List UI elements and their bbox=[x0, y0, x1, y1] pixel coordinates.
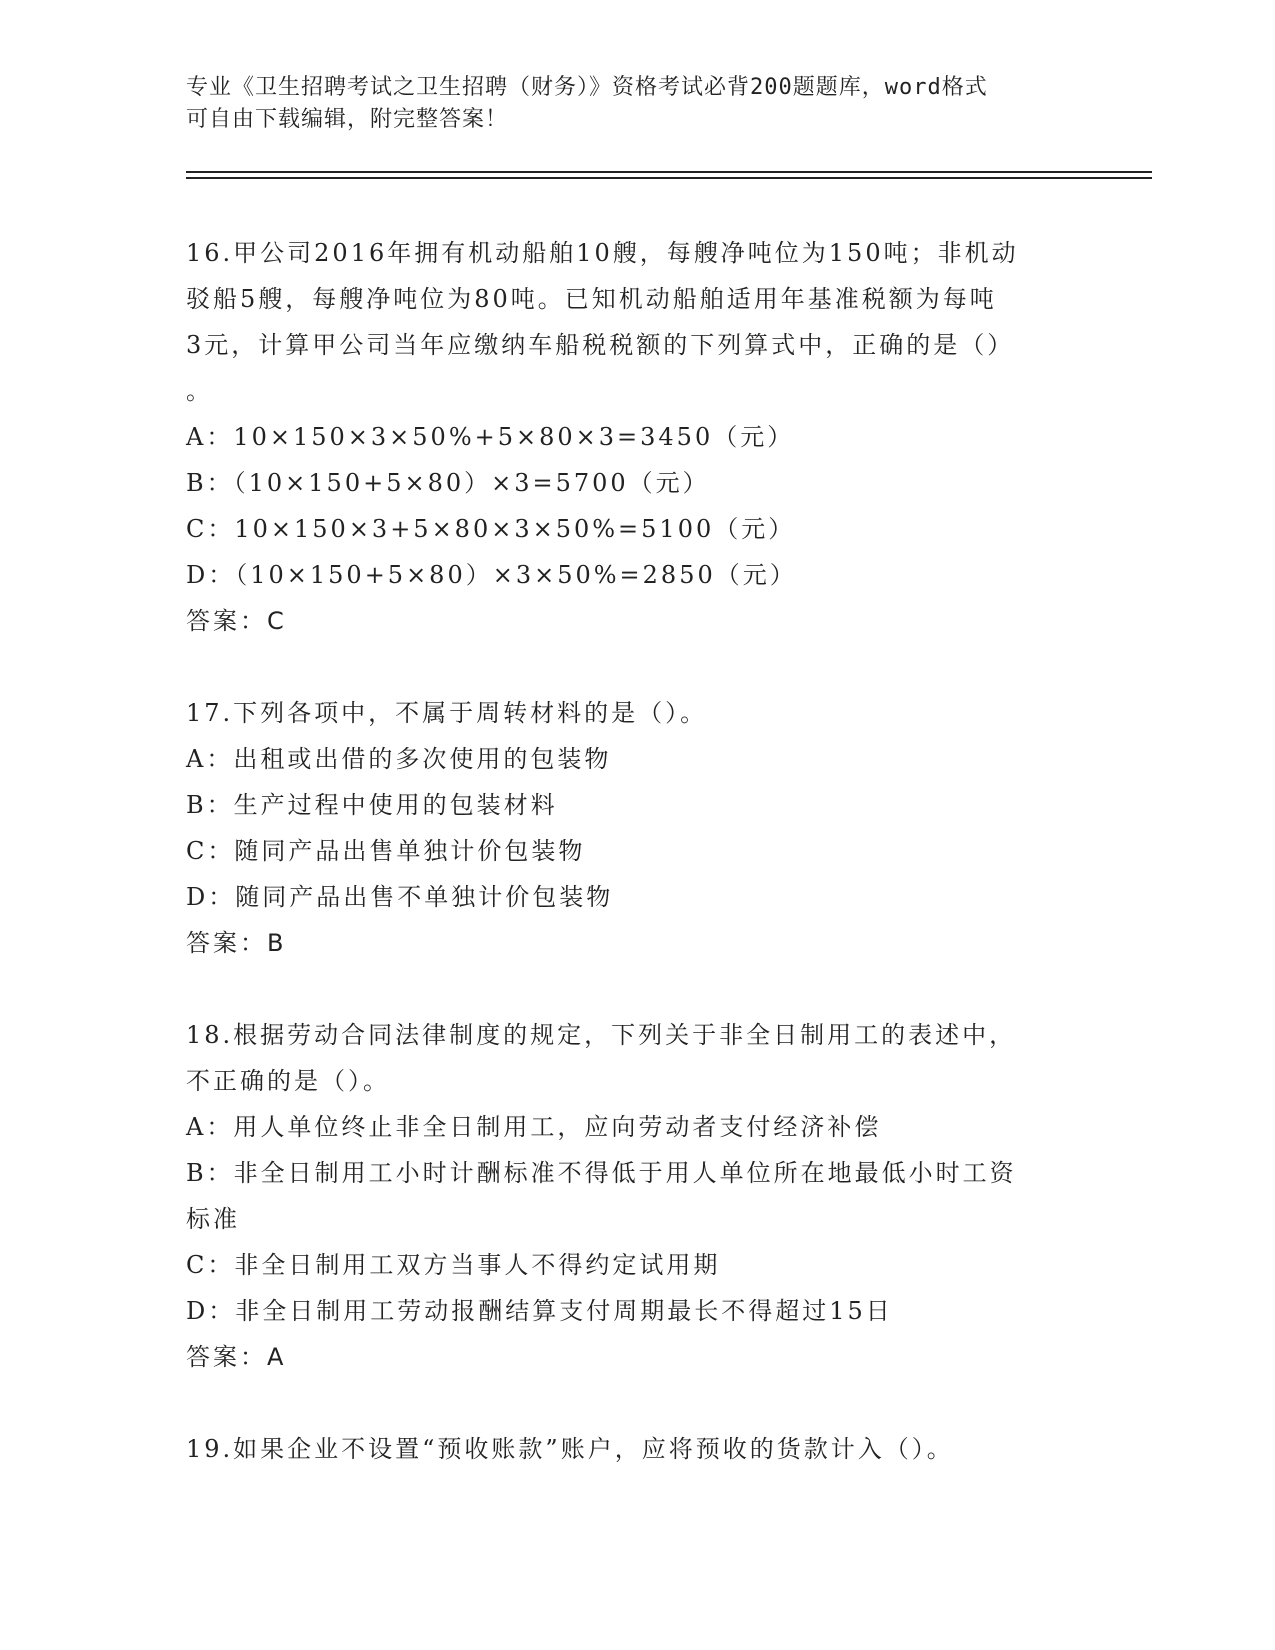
question-stem-line: 驳船5艘，每艘净吨位为80吨。已知机动船舶适用年基准税额为每吨 bbox=[186, 285, 997, 313]
option-b: B：（10×150+5×80）×3=5700（元） bbox=[186, 469, 710, 497]
header-divider-bottom bbox=[186, 177, 1152, 179]
option-d: D：随同产品出售不单独计价包装物 bbox=[186, 883, 614, 911]
question-spacer bbox=[186, 966, 1086, 1012]
question-16 bbox=[186, 230, 1086, 644]
option-b: B：非全日制用工小时计酬标准不得低于用人单位所在地最低小时工资 bbox=[186, 1159, 1017, 1187]
question-spacer bbox=[186, 1380, 1086, 1426]
question-spacer bbox=[186, 644, 1086, 690]
option-b: B：生产过程中使用的包装材料 bbox=[186, 791, 558, 819]
option-d: D：非全日制用工劳动报酬结算支付周期最长不得超过15日 bbox=[186, 1297, 893, 1325]
question-stem-line: 18.根据劳动合同法律制度的规定，下列关于非全日制用工的表述中， bbox=[186, 1021, 1017, 1049]
answer-line: 答案：C bbox=[186, 607, 287, 635]
option-a: A：10×150×3×50%+5×80×3=3450（元） bbox=[186, 423, 795, 451]
option-c: C：非全日制用工双方当事人不得约定试用期 bbox=[186, 1251, 721, 1279]
option-d: D：（10×150+5×80）×3×50%=2850（元） bbox=[186, 561, 797, 589]
question-stem-line: 3元，计算甲公司当年应缴纳车船税税额的下列算式中，正确的是（） bbox=[186, 331, 1015, 359]
question-stem-line: 不正确的是（）。 bbox=[186, 1067, 390, 1095]
question-19 bbox=[186, 1426, 1086, 1472]
question-stem-line: 16.甲公司2016年拥有机动船舶10艘，每艘净吨位为150吨；非机动 bbox=[186, 239, 1019, 267]
answer-line: 答案：A bbox=[186, 1343, 287, 1371]
question-stem-line: 。 bbox=[186, 377, 213, 405]
option-b-continued: 标准 bbox=[186, 1205, 240, 1233]
document-header bbox=[186, 72, 1086, 136]
option-a: A：出租或出借的多次使用的包装物 bbox=[186, 745, 612, 773]
header-divider-top bbox=[186, 171, 1152, 173]
question-18 bbox=[186, 1012, 1086, 1380]
option-c: C：10×150×3+5×80×3×50%=5100（元） bbox=[186, 515, 796, 543]
option-a: A：用人单位终止非全日制用工，应向劳动者支付经济补偿 bbox=[186, 1113, 882, 1141]
question-list bbox=[186, 230, 1086, 1472]
question-stem-line: 17.下列各项中，不属于周转材料的是（）。 bbox=[186, 699, 708, 727]
option-c: C：随同产品出售单独计价包装物 bbox=[186, 837, 586, 865]
header-line-2: 可自由下载编辑，附完整答案！ bbox=[186, 107, 509, 132]
question-stem-line: 19.如果企业不设置“预收账款”账户，应将预收的货款计入（）。 bbox=[186, 1435, 954, 1463]
answer-line: 答案：B bbox=[186, 929, 287, 957]
header-line-1: 专业《卫生招聘考试之卫生招聘（财务）》资格考试必背200题题库，word格式 bbox=[186, 75, 988, 100]
question-17 bbox=[186, 690, 1086, 966]
